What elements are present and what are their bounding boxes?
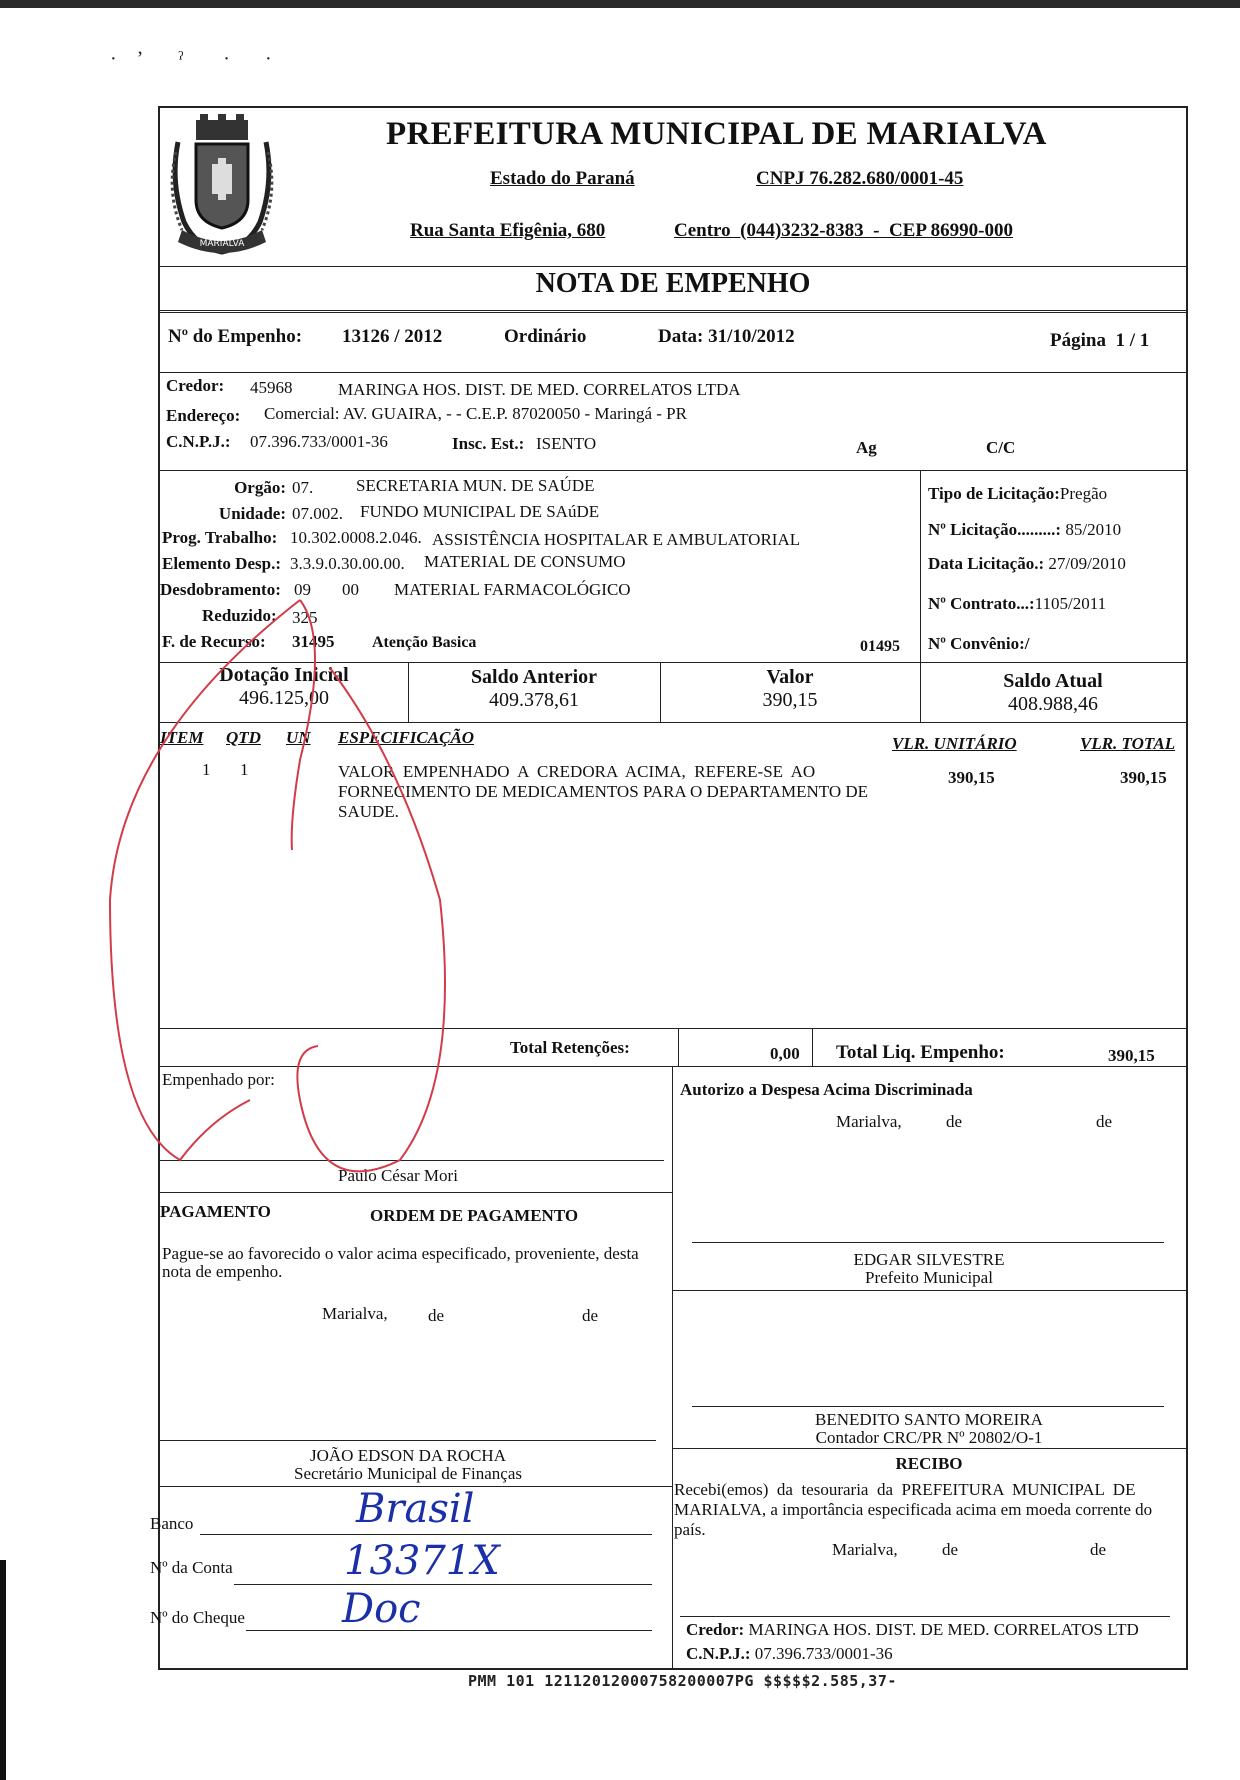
recibo-cnpj-value: 07.396.733/0001-36 [754, 1644, 893, 1663]
autorizo-label: Autorizo a Despesa Acima Discriminada [680, 1080, 973, 1099]
desdobramento-label: Desdobramento: [160, 580, 281, 599]
empenho-number-label: Nº do Empenho: [168, 326, 303, 347]
credor-label: Credor: [166, 376, 225, 395]
contrato-value: 1105/2011 [1034, 594, 1107, 613]
municipality-title: PREFEITURA MUNICIPAL DE MARIALVA [386, 116, 1047, 152]
credor-name: MARINGA HOS. DIST. DE MED. CORRELATOS LTDA [338, 380, 741, 399]
autorizo-de-1: de [946, 1112, 963, 1131]
conta-handwritten: 13371X [344, 1538, 500, 1584]
item-desc-line-1: VALOR EMPENHADO A CREDORA ACIMA, REFERE-SE AO [338, 762, 816, 781]
data-licitacao-label: Data Licitação.: [928, 554, 1045, 573]
convenio-label: Nº Convênio:/ [928, 634, 1030, 653]
unidade-name: FUNDO MUNICIPAL DE SAúDE [360, 502, 600, 521]
municipality-address: Rua Santa Efigênia, 680 [410, 220, 606, 241]
contador-name: BENEDITO SANTO MOREIRA [815, 1410, 1043, 1429]
empenho-date: Data: 31/10/2012 [658, 326, 795, 347]
municipality-cnpj: CNPJ 76.282.680/0001-45 [756, 168, 964, 189]
retencoes-value: 0,00 [770, 1044, 800, 1063]
prefeito-role: Prefeito Municipal [865, 1268, 993, 1287]
col-vlr-unitario: VLR. UNITÁRIO [892, 734, 1017, 753]
pagamento-label: PAGAMENTO [160, 1202, 271, 1221]
reduzido-label: Reduzido: [202, 606, 277, 625]
item-desc-line-2: FORNECIMENTO DE MEDICAMENTOS PARA O DEPARTAMENTO DE [338, 782, 869, 801]
num-licitacao-label: Nº Licitação.........: [928, 520, 1062, 539]
prog-trabalho-label: Prog. Trabalho: [162, 528, 278, 547]
autorizo-place: Marialva, [836, 1112, 902, 1131]
dotacao-value: 496.125,00 [239, 687, 329, 709]
recurso-name: Atenção Basica [372, 634, 477, 651]
elemento-name: MATERIAL DE CONSUMO [424, 552, 626, 571]
empenhado-por-label: Empenhado por: [162, 1070, 275, 1089]
desdobramento-code-2: 00 [342, 580, 359, 599]
scan-specks: · ʼ ˀ · · [110, 48, 272, 70]
item-desc-line-3: SAUDE. [338, 802, 399, 821]
saldo-anterior-value: 409.378,61 [489, 689, 579, 711]
item-number: 1 [202, 760, 211, 779]
pagamento-de-1: de [428, 1306, 445, 1325]
unidade-code: 07.002. [292, 504, 343, 523]
recibo-de-2: de [1090, 1540, 1107, 1559]
elemento-label: Elemento Desp.: [162, 554, 281, 573]
insc-est-label: Insc. Est.: [452, 434, 525, 453]
col-vlr-total: VLR. TOTAL [1080, 734, 1176, 753]
page-number: Página 1 / 1 [1050, 330, 1150, 351]
document-title: NOTA DE EMPENHO [535, 268, 811, 299]
valor-label: Valor [766, 666, 814, 688]
dotacao-label: Dotação Inicial [219, 664, 349, 686]
item-vlr-unitario: 390,15 [948, 768, 995, 787]
pagamento-text-line-1: Pague-se ao favorecido o valor acima especificado, proveniente, desta [162, 1244, 639, 1263]
credor-code: 45968 [250, 378, 293, 397]
credor-address: Comercial: AV. GUAIRA, - - C.E.P. 87020050 - Maringá - PR [264, 404, 687, 423]
recibo-credor-name: MARINGA HOS. DIST. DE MED. CORRELATOS LTD [748, 1620, 1139, 1639]
col-qtd: QTD [226, 728, 261, 747]
prog-trabalho-code: 10.302.0008.2.046. [290, 528, 422, 547]
municipality-contact: Centro (044)3232-8383 - CEP 86990-000 [674, 220, 1013, 241]
elemento-code: 3.3.9.0.30.00.00. [290, 554, 405, 573]
empenhado-signer: Paulo César Mori [338, 1166, 458, 1185]
credor-address-label: Endereço: [166, 406, 241, 425]
col-un: UN [286, 728, 311, 747]
recurso-label: F. de Recurso: [162, 632, 266, 651]
saldo-atual-value: 408.988,46 [1008, 693, 1098, 715]
banco-handwritten: Brasil [356, 1486, 475, 1532]
banco-label: Banco [150, 1514, 194, 1533]
footer-code: PMM 101 12112012000758200007PG $$$$$2.585,37- [468, 1672, 897, 1690]
tipo-licitacao-label: Tipo de Licitação: [928, 484, 1060, 503]
retencoes-label: Total Retenções: [510, 1038, 630, 1057]
empenho-type: Ordinário [504, 326, 587, 347]
account-label: C/C [986, 438, 1016, 457]
cheque-label: Nº do Cheque [150, 1608, 245, 1627]
crest-ribbon-text: MARIALVA [199, 239, 245, 249]
insc-est-value: ISENTO [536, 434, 597, 453]
empenho-number: 13126 / 2012 [342, 326, 443, 347]
saldo-anterior-label: Saldo Anterior [470, 666, 598, 688]
contador-role: Contador CRC/PR Nº 20802/O-1 [815, 1428, 1043, 1447]
prog-trabalho-name: ASSISTÊNCIA HOSPITALAR E AMBULATORIAL [432, 530, 801, 549]
item-qtd: 1 [240, 760, 249, 779]
contrato-label: Nº Contrato...: [928, 594, 1035, 613]
recibo-de-1: de [942, 1540, 959, 1559]
ordem-pagamento-label: ORDEM DE PAGAMENTO [370, 1206, 579, 1225]
total-liquido-value: 390,15 [1108, 1046, 1155, 1065]
reduzido-value: 325 [292, 608, 318, 627]
state-name: Estado do Paraná [490, 168, 635, 189]
num-licitacao-value: 85/2010 [1065, 520, 1122, 539]
pagamento-de-2: de [582, 1306, 599, 1325]
orgao-label: Orgão: [234, 478, 286, 497]
desdobramento-name: MATERIAL FARMACOLÓGICO [394, 580, 631, 599]
agency-label: Ag [856, 438, 877, 457]
tipo-licitacao-value: Pregão [1059, 484, 1108, 503]
recurso-code-right: 01495 [860, 638, 900, 655]
recibo-text-line-3: país. [674, 1520, 706, 1539]
recibo-label: RECIBO [895, 1454, 963, 1473]
conta-label: Nº da Conta [150, 1558, 233, 1577]
valor-value: 390,15 [762, 689, 818, 711]
recibo-text-line-1: Recebi(emos) da tesouraria da PREFEITURA MUNICIPAL DE [674, 1480, 1136, 1499]
recurso-code: 31495 [292, 632, 335, 651]
item-vlr-total: 390,15 [1120, 768, 1167, 787]
pagamento-place: Marialva, [322, 1304, 388, 1323]
secretario-name: JOÃO EDSON DA ROCHA [310, 1446, 506, 1465]
data-licitacao-value: 27/09/2010 [1048, 554, 1126, 573]
cheque-handwritten: Doc [342, 1586, 421, 1632]
secretario-role: Secretário Municipal de Finanças [293, 1464, 522, 1483]
orgao-name: SECRETARIA MUN. DE SAÚDE [356, 476, 595, 495]
recibo-credor-label: Credor: [686, 1620, 745, 1639]
total-liquido-label: Total Liq. Empenho: [836, 1042, 1005, 1063]
unidade-label: Unidade: [218, 504, 286, 523]
orgao-code: 07. [292, 478, 314, 497]
pagamento-text-line-2: nota de empenho. [162, 1262, 283, 1281]
col-especificacao: ESPECIFICAÇÃO [338, 728, 475, 747]
desdobramento-code-1: 09 [294, 580, 311, 599]
credor-cnpj-label: C.N.P.J.: [166, 432, 231, 451]
prefeito-name: EDGAR SILVESTRE [853, 1250, 1005, 1269]
autorizo-de-2: de [1096, 1112, 1113, 1131]
saldo-atual-label: Saldo Atual [1003, 670, 1103, 692]
recibo-place: Marialva, [832, 1540, 898, 1559]
credor-cnpj: 07.396.733/0001-36 [250, 432, 388, 451]
recibo-text-line-2: MARIALVA, a importância especificada acima em moeda corrente do [674, 1500, 1153, 1519]
col-item: ITEM [160, 728, 204, 747]
recibo-cnpj-label: C.N.P.J.: [686, 1644, 751, 1663]
